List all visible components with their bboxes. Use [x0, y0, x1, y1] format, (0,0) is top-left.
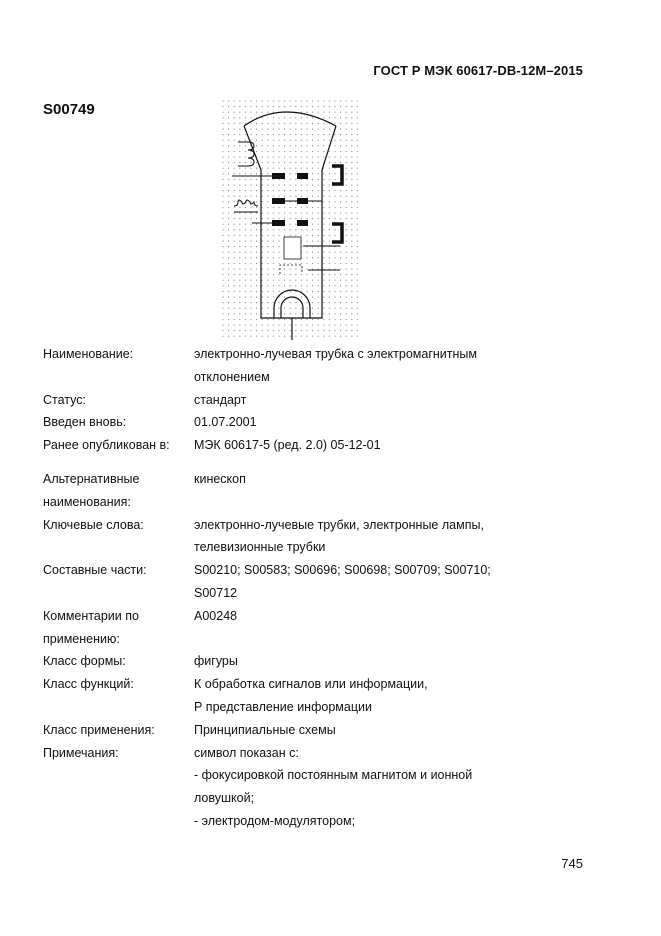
property-value: 01.07.2001: [194, 415, 257, 430]
property-label: Класс функций:: [43, 677, 134, 692]
property-row: [43, 434, 563, 457]
page-number: 745: [561, 856, 583, 871]
property-label: Примечания:: [43, 745, 119, 760]
document-standard-header: ГОСТ Р МЭК 60617-DB-12M–2015: [373, 63, 583, 78]
property-row: [43, 389, 563, 412]
property-row: [43, 650, 563, 673]
symbol-code: S00749: [43, 101, 95, 118]
property-value: стандарт: [194, 392, 247, 407]
property-label: Класс формы:: [43, 654, 126, 669]
property-value: S00210; S00583; S00696; S00698; S00709; S00710; S00712: [194, 563, 491, 600]
symbol-properties: [43, 343, 563, 833]
property-row: [43, 719, 563, 742]
property-value: МЭК 60617-5 (ред. 2.0) 05-12-01: [194, 438, 381, 453]
property-label: Ключевые слова:: [43, 517, 144, 532]
property-value: фигуры: [194, 654, 238, 669]
property-row: [43, 605, 563, 651]
property-label: Комментарии по применению:: [43, 608, 139, 646]
property-label: Наименование:: [43, 347, 134, 361]
property-label: Класс применения:: [43, 722, 155, 737]
property-value: Принципиальные схемы: [194, 722, 336, 737]
modulator-electrode: [284, 237, 301, 259]
property-label: Введен вновь:: [43, 415, 127, 430]
property-label: Ранее опубликован в:: [43, 438, 170, 453]
property-value: символ показан с: - фокусировкой постоянным магнитом и ионной ловушкой; - электродом-модулятором;: [194, 745, 473, 828]
property-row: [43, 559, 563, 605]
property-value: кинескоп: [194, 471, 246, 486]
property-row: [43, 468, 563, 514]
property-value: К обработка сигналов или информации, Р представление информации: [194, 677, 428, 714]
property-row: [43, 673, 563, 719]
property-value: A00248: [194, 608, 238, 623]
property-row: [43, 411, 563, 434]
property-label: Статус:: [43, 392, 86, 407]
property-label: Составные части:: [43, 563, 147, 578]
crt-symbol-figure: [222, 100, 358, 340]
property-value: электронно-лучевая трубка с электромагнитным отклонением: [194, 347, 477, 384]
property-row: [43, 742, 563, 833]
property-value: электронно-лучевые трубки, электронные лампы, телевизионные трубки: [194, 517, 484, 555]
property-row: [43, 343, 563, 389]
property-row: [43, 514, 563, 560]
grid-dots: [222, 100, 358, 340]
property-label: Альтернативные наименования:: [43, 471, 140, 509]
